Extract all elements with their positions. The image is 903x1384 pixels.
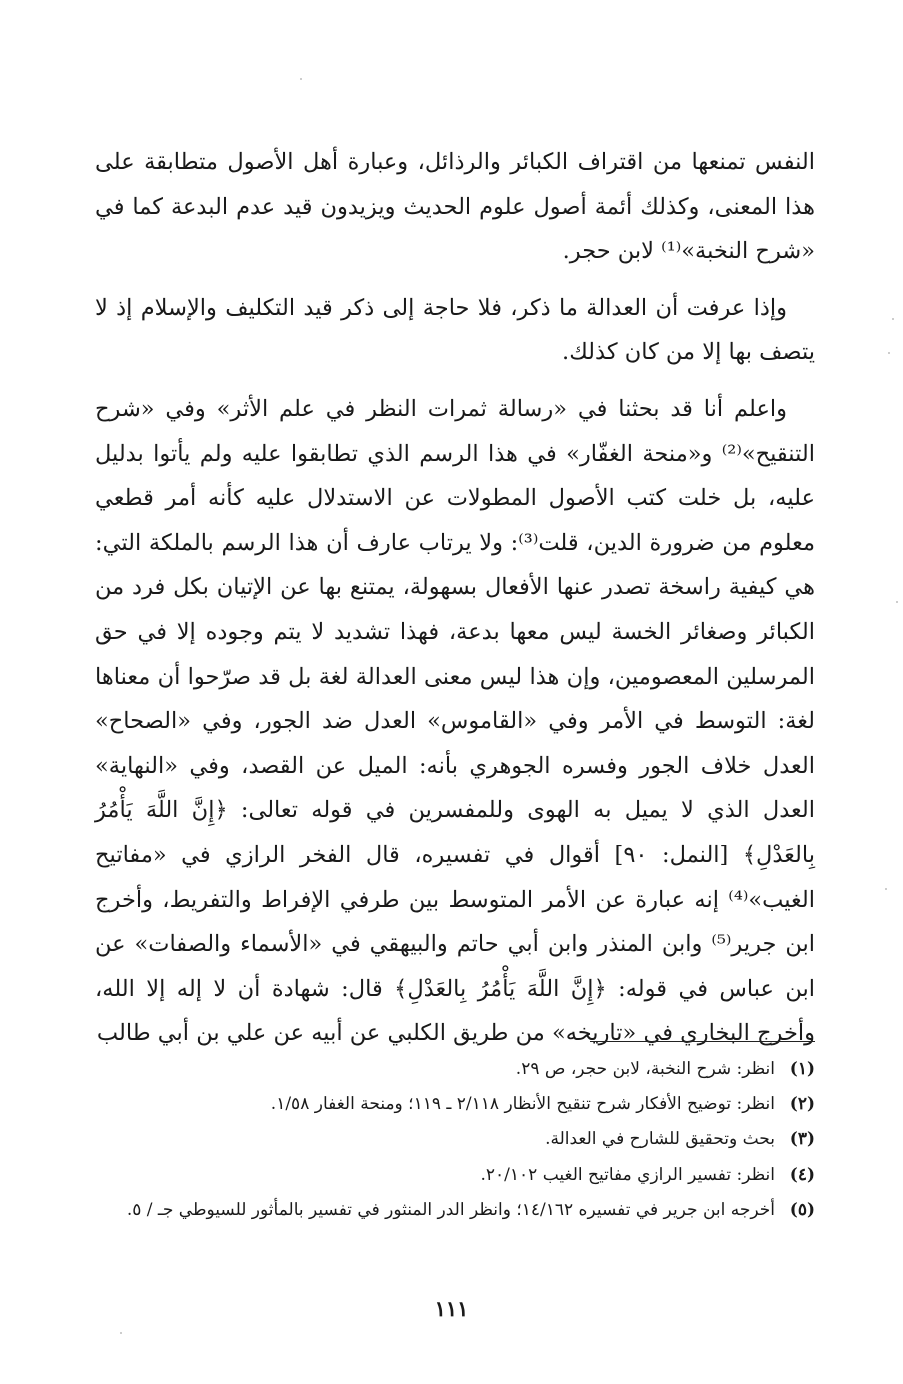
footnote-separator (590, 1041, 815, 1042)
scan-speck (892, 318, 894, 320)
footnote-3 (95, 1122, 815, 1157)
scan-speck (896, 601, 898, 603)
paragraph-2: وإذا عرفت أن العدالة ما ذكر، فلا حاجة إلى ذكر قيد التكليف والإسلام إذ لا يتصف بها إلا من كان كذلك. (95, 294, 815, 366)
scan-speck (885, 888, 887, 890)
footnote-number: (٥) (789, 1199, 815, 1220)
footnote-text: انظر: شرح النخبة، لابن حجر، ص ٢٩. (515, 1059, 775, 1079)
footnote-4 (95, 1158, 815, 1193)
footnote-text: انظر: توضيح الأفكار شرح تنقيح الأنظار ٢/١١٨ ـ ١١٩؛ ومنحة الغفار ١/٥٨. (270, 1094, 775, 1115)
scan-speck (300, 78, 302, 80)
footnote-2 (95, 1087, 815, 1122)
footnote-number: (٢) (789, 1094, 815, 1115)
main-text (95, 140, 815, 1068)
footnote-text: انظر: تفسير الرازي مفاتيح الغيب ٢٠/١٠٢. (480, 1164, 775, 1185)
footnotes (95, 1052, 815, 1228)
scan-speck (888, 352, 890, 354)
paragraph-1: النفس تمنعها من اقتراف الكبائر والرذائل، وعبارة أهل الأصول متطابقة على هذا المعنى، وكذلك أئمة أصول علوم الحديث ويزيدون قيد عدم البدعة كما في «شرح النخبة»⁽¹⁾ لابن حجر. (95, 149, 815, 265)
footnote-5 (95, 1193, 815, 1228)
paragraph-3: واعلم أنا قد بحثنا في «رسالة ثمرات النظر في علم الأثر» وفي «شرح التنقيح»⁽²⁾ و«منحة الغفّار» في هذا الرسم الذي تطابقوا عليه ولم يأتوا بدليل عليه، بل خلت كتب الأصول المطولات عن الاستدلال عليه كأنه أمر قطعي معلوم من ضرورة الدين، قلت⁽³⁾: ولا يرتاب عارف أن هذا الرسم بالملكة التي: هي كيفية راسخة تصدر عنها الأفعال بسهولة، يمتنع بها عن الإتيان بكل فرد من الكبائر وصغائر الخسة ليس معها بدعة، فهذا تشديد لا يتم وجوده إلا في حق المرسلين المعصومين، وإن هذا ليس معنى العدالة لغة بل قد صرّحوا أن معناها لغة: التوسط في الأمر وفي «القاموس» العدل ضد الجور، وفي «الصحاح» العدل خلاف الجور وفسره الجوهري بأنه: الميل عن القصد، وفي «النهاية» العدل الذي لا يميل به الهوى وللمفسرين في قوله تعالى: ﴿إِنَّ اللَّهَ يَأْمُرُ بِالعَدْلِ﴾ [النمل: ٩٠] أقوال في تفسيره، قال الفخر الرازي في «مفاتيح الغيب»⁽⁴⁾ إنه عبارة عن الأمر المتوسط بين طرفي الإفراط والتفريط، وأخرج ابن جرير⁽⁵⁾ وابن المنذر وابن أبي حاتم والبيهقي في «الأسماء والصفات» عن ابن عباس في قوله: ﴿إِنَّ اللَّهَ يَأْمُرُ بِالعَدْلِ﴾ قال: شهادة أن لا إله إلا الله، وأخرج البخاري في «تاريخه» من طريق الكلبي عن أبيه عن علي بن أبي طالب (95, 395, 816, 1047)
footnote-text: أخرجه ابن جرير في تفسيره ١٤/١٦٢؛ وانظر الدر المنثور في تفسير بالمأثور للسيوطي جـ / ٥. (126, 1199, 775, 1220)
scan-speck (120, 1332, 122, 1334)
footnote-number: (٤) (789, 1164, 815, 1185)
footnote-number: (١) (789, 1059, 815, 1079)
footnote-text: بحث وتحقيق للشارح في العدالة. (545, 1129, 775, 1150)
footnote-1 (95, 1052, 815, 1087)
page-number: ١١١ (434, 1296, 469, 1321)
footnote-number: (٣) (789, 1129, 815, 1150)
